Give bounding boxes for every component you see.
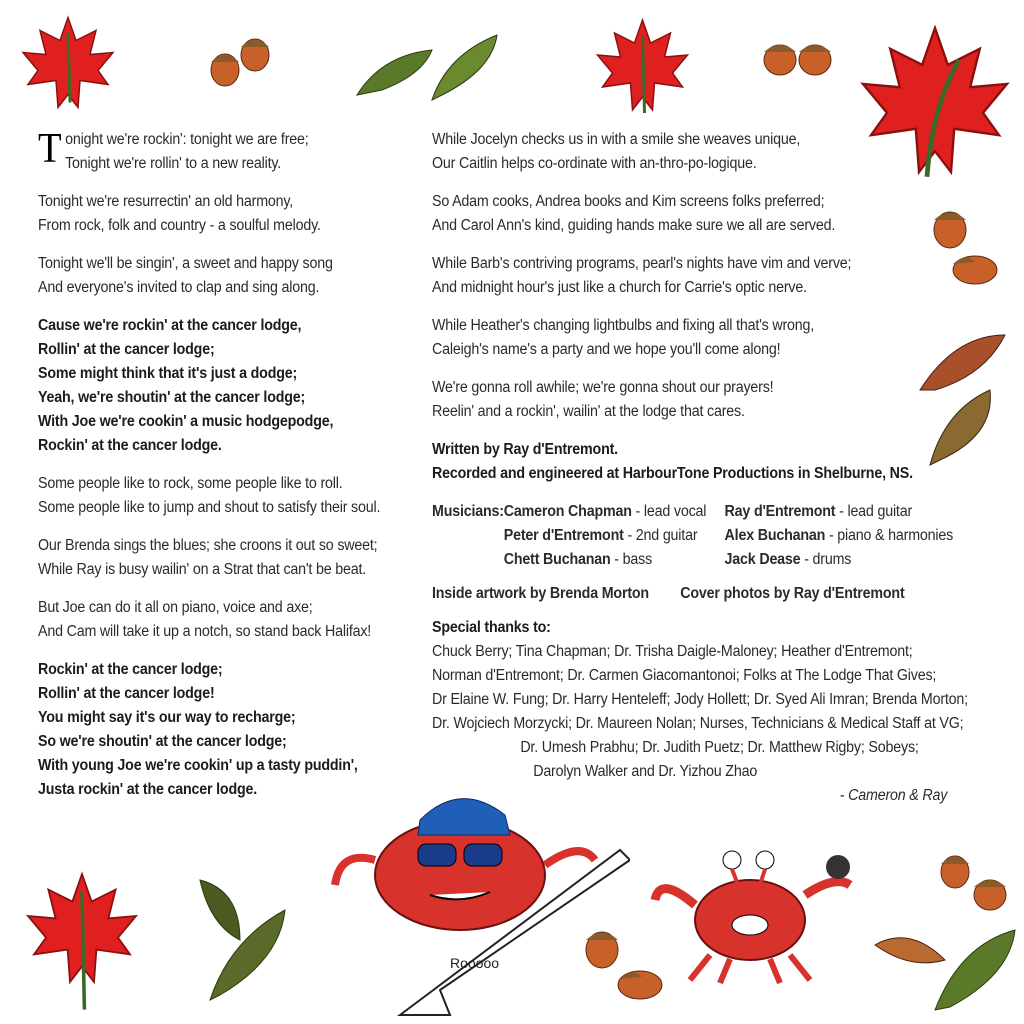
grid-spacer	[432, 548, 504, 572]
lyric-line: Tonight we'll be singin', a sweet and happy song	[38, 255, 333, 272]
stanza	[38, 596, 406, 644]
maple-leaf-icon	[22, 860, 142, 1020]
lyric-line: Our Brenda sings the blues; she croons it out so sweet;	[38, 537, 378, 554]
musician-name: Peter d'Entremont	[503, 527, 624, 544]
lyric-line: While Heather's changing lightbulbs and fixing all that's wrong,	[432, 317, 815, 334]
stanza	[432, 252, 984, 300]
lyric-line: Reelin' and a rockin', wailin' at the lodge that cares.	[432, 403, 745, 420]
acorns-icon	[935, 850, 1015, 920]
artwork-credits	[432, 582, 984, 606]
musician-role: - lead guitar	[835, 503, 913, 520]
grid-spacer	[432, 524, 504, 548]
lyrics-left-column	[38, 128, 406, 816]
stanza	[432, 190, 984, 238]
stanza	[432, 314, 984, 362]
lyric-line: And midnight hour's just like a church for Carrie's optic nerve.	[432, 279, 807, 296]
musician-entry	[504, 500, 725, 524]
lyric-line: Some people like to rock, some people like to roll.	[38, 475, 343, 492]
oak-leaves-icon	[870, 915, 1020, 1015]
lyric-line: From rock, folk and country - a soulful melody.	[38, 217, 321, 234]
stanza	[38, 128, 406, 176]
maple-leaf-icon	[18, 10, 118, 115]
signature: - Cameron & Ray	[839, 787, 948, 804]
special-thanks	[432, 616, 984, 808]
thanks-title: Special thanks to:	[432, 619, 551, 636]
musician-entry	[504, 524, 725, 548]
musician-role: - 2nd guitar	[623, 527, 698, 544]
musician-name: Ray d'Entremont	[724, 503, 836, 520]
lyric-line: Cause we're rockin' at the cancer lodge,	[38, 317, 302, 334]
stanza	[38, 534, 406, 582]
acorns-icon	[205, 30, 275, 90]
musician-role: - lead vocal	[631, 503, 707, 520]
dropcap-letter: T	[38, 126, 62, 172]
chorus-stanza	[38, 314, 406, 458]
chorus-stanza	[38, 658, 406, 802]
maple-leaf-icon	[580, 15, 705, 115]
stanza	[38, 472, 406, 520]
lyric-line: Our Caitlin helps co-ordinate with an-thro-po-logique.	[432, 155, 757, 172]
lyric-line: And everyone's invited to clap and sing along.	[38, 279, 320, 296]
crab-singer-icon	[650, 845, 870, 985]
lyric-line: Rollin' at the cancer lodge!	[38, 685, 215, 702]
guitar-text: Rooooo	[450, 955, 500, 971]
stanza	[38, 252, 406, 300]
lyric-line: Rockin' at the cancer lodge;	[38, 661, 223, 678]
thanks-line: Darolyn Walker and Dr. Yizhou Zhao	[533, 763, 758, 780]
lyric-line: Caleigh's name's a party and we hope you'll come along!	[432, 341, 781, 358]
lyric-line: Some might think that it's just a dodge;	[38, 365, 298, 382]
stanza	[432, 376, 984, 424]
lyric-line: You might say it's our way to recharge;	[38, 709, 296, 726]
written-by: Written by Ray d'Entremont.	[432, 441, 618, 458]
thanks-line: Chuck Berry; Tina Chapman; Dr. Trisha Daigle-Maloney; Heather d'Entremont;	[432, 643, 913, 660]
stanza	[432, 128, 984, 176]
lyric-line: onight we're rockin': tonight we are free;	[65, 131, 309, 148]
musician-name: Jack Dease	[724, 551, 801, 568]
lyric-line: So Adam cooks, Andrea books and Kim screens folks preferred;	[432, 193, 825, 210]
cover-photos: Cover photos by Ray d'Entremont	[680, 585, 905, 602]
inside-artwork: Inside artwork by Brenda Morton	[432, 585, 649, 602]
credits-block	[432, 438, 984, 486]
lyric-line: Rollin' at the cancer lodge;	[38, 341, 215, 358]
musician-entry	[504, 548, 725, 572]
musician-name: Cameron Chapman	[503, 503, 632, 520]
thanks-line: Dr. Umesh Prabhu; Dr. Judith Puetz; Dr. Matthew Rigby; Sobeys;	[520, 739, 919, 756]
lyric-line: Yeah, we're shoutin' at the cancer lodge;	[38, 389, 306, 406]
lyric-line: While Ray is busy wailin' on a Strat that can't be beat.	[38, 561, 367, 578]
lyrics-right-column	[432, 128, 984, 808]
lyric-line: While Jocelyn checks us in with a smile she weaves unique,	[432, 131, 801, 148]
lyric-line: Rockin' at the cancer lodge.	[38, 437, 222, 454]
lyric-line: But Joe can do it all on piano, voice and axe;	[38, 599, 313, 616]
lyric-line: So we're shoutin' at the cancer lodge;	[38, 733, 287, 750]
lyric-line: While Barb's contriving programs, pearl's nights have vim and verve;	[432, 255, 852, 272]
musician-name: Chett Buchanan	[503, 551, 611, 568]
recorded-by: Recorded and engineered at HarbourTone Productions in Shelburne, NS.	[432, 465, 913, 482]
thanks-line: Dr Elaine W. Fung; Dr. Harry Henteleff; Jody Hollett; Dr. Syed Ali Imran; Brenda Morton;	[432, 691, 968, 708]
lyric-line: Justa rockin' at the cancer lodge.	[38, 781, 258, 798]
lyric-line: Tonight we're resurrectin' an old harmony,	[38, 193, 294, 210]
acorns-icon	[760, 30, 835, 80]
musician-role: - drums	[800, 551, 852, 568]
musician-name: Alex Buchanan	[724, 527, 826, 544]
thanks-line: Norman d'Entremont; Dr. Carmen Giacomantonoi; Folks at The Lodge That Gives;	[432, 667, 937, 684]
lyric-line: And Carol Ann's kind, guiding hands make sure we all are served.	[432, 217, 836, 234]
lyric-line: Some people like to jump and shout to satisfy their soul.	[38, 499, 381, 516]
stanza	[38, 190, 406, 238]
musicians-label: Musicians:	[432, 503, 504, 520]
musician-entry	[725, 524, 964, 548]
musicians-list	[432, 500, 984, 572]
lyric-line: Tonight we're rollin' to a new reality.	[65, 155, 282, 172]
lyric-line: With young Joe we're cookin' up a tasty puddin',	[38, 757, 358, 774]
oak-leaves-icon	[190, 870, 295, 1010]
lyric-line: And Cam will take it up a notch, so stand back Halifax!	[38, 623, 372, 640]
lyric-line: With Joe we're cookin' a music hodgepodge,	[38, 413, 334, 430]
thanks-line: Dr. Wojciech Morzycki; Dr. Maureen Nolan; Nurses, Technicians & Medical Staff at VG;	[432, 715, 964, 732]
musician-role: - bass	[610, 551, 653, 568]
musician-entry	[725, 548, 964, 572]
musician-role: - piano & harmonies	[825, 527, 954, 544]
oak-leaves-icon	[352, 25, 507, 110]
musician-entry	[725, 500, 964, 524]
lyric-line: We're gonna roll awhile; we're gonna shout our prayers!	[432, 379, 774, 396]
